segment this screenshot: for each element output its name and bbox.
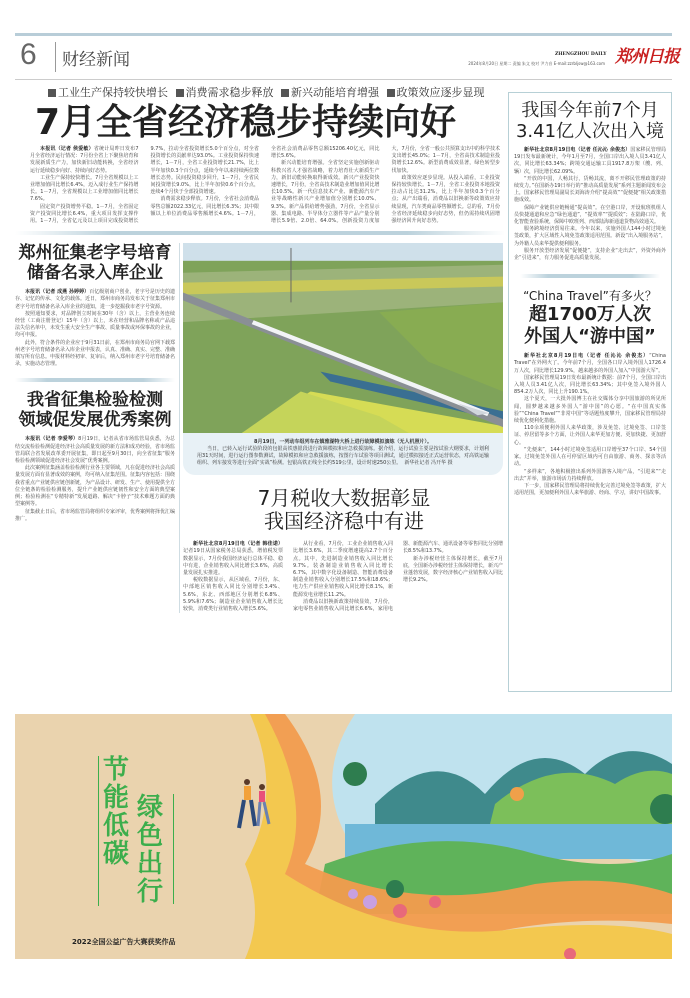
header-bottom-rule [15,79,672,80]
byline: 新华社北京8月19日电（记者 任沁沁 余俊杰） [524,353,650,360]
paragraph: 此外，符合条件的企业应于9月31日前，在郑州市商务局官网下载郑州老字号培育储备名录入库企业申报表，认真、准确、真实、完整、准确填写所有信息。申报材料经初审、复审后，纳入郑州市老字号培育储备名录，实施动态管理。 [15,339,176,368]
paragraph: 百亿级别商户创业，老字号是历史的遗存、记忆的传承、文化的载体。近日，郑州市商务局发布关于征集郑州市老字号培育储备名录入库企业的通知，进一步挖掘我市老字号资源。 [15,289,176,310]
paragraph: 国家移民管理局19日发布最新统计，今年1月至7月，全国口岸出入境人员3.41亿人次，同比增长63.34%；跨境交通运输工具1917.8万架（艘、列、辆）次，同比增长62.09%。 [514,147,666,175]
paragraph: 省统计局昨日发布7月全省经济运行情况：7月份全省上下聚焦培育和发展新质生产力，加快新旧动能转换，全省经济运行延续稳步向好、持续向好态势。 [30,146,139,174]
article-body [514,147,666,262]
right-sidebar [508,92,672,692]
inspection-article [15,390,175,522]
section-divider [520,274,660,278]
paragraph: 这个夏天，一大批外国博主在社交媒体分享中国旅游的所见所闻，圆梦越来越多外国人“游中国”的心愿。“在中国真实体验”“China Travel”“非常中国”等话题热度攀升，国家移民管理局持续优化便利化措施。 [514,396,666,425]
tax-article [183,487,505,613]
paragraph: 工业生产保持较快增长。7月全省规模以上工业增加值同比增长6.4%，迈入成行业生产保持增长。1－7月，全省规模以上工业增加值同比增长7.6%。 [30,174,139,203]
laozihao-article [15,243,175,368]
paragraph: 保障产业链供应链畅通“提高效”。在空港口岸，开设航班机组人员快捷通道和应急“绿色通道”，“提效率”“提质效”；在陆路口岸，优化智能查验系统，保障中欧班列、西部陆海新通道货物高效通关。 [514,204,666,226]
article-headline: 外国人“游中国” [524,326,656,348]
kicker-item: 政策效应逐步显现 [387,86,485,99]
lead-headline: 7月全省经济稳步持续向好 [35,102,457,143]
lower-row [15,243,505,613]
page-content [15,86,672,959]
paragraph: 8月19日，记者从省市场监管局获悉，为总结交流检验检测促进经济社会高质量发展的新方法和成功经验，省市场监管局联合省发展改革委开展征集，即日起至9月30日，向全省征集“服务检验检测领域促进经济社会发展”优秀案例。 [15,436,176,465]
section-divider [15,231,505,235]
article-body [15,289,175,368]
paragraph: 服务开放型经济发展“促便捷”，支持企业“走出去”，外资外商外企“引进来”，有力服务促进高质量发展。 [514,247,666,262]
paragraph: “先便来”，144小时过境免签适用口岸增至37个口岸、54个国家。过境免签外国人在可停留区域内可自由旅游、商务、探亲等活动。 [514,446,666,468]
paragraph: 服务跨境经济贸易往来。今年以来，实施外国人144小时过境免签政策，扩大区域性入境免签政策适用范围。新设“出入境服务站”，为外籍人员来华提供便利服务。 [514,226,666,247]
left-column [15,243,175,523]
china-travel-article [514,288,666,497]
photo-caption [183,433,503,475]
paragraph: 征集截止日后，省市场监管局将组织专家评审，优秀案例将择优汇编推广。 [15,508,176,522]
article-kicker: “China Travel”有多火？ [523,289,657,304]
paragraph: 新办涉税经营主体保持增长，截至7月底，全国新办涉税经营主体保持增长，新兴产业蓬勃发展，数字经济核心产业销售收入同比增长9.2%。 [403,555,504,584]
article-headline: 我省征集检验检测 [27,390,163,411]
paragraph: “开放的中国，人畅其行，货畅其流，离不开移民管理政策的持续发力。”在国新办19日举行的“推动高质量发展”系列主题新闻发布会上，国家移民管理局副局长刘海涛介绍“提高效”“促便捷”相关政策措施成效。 [514,175,666,204]
kicker-item: 新兴动能培育增强 [281,86,379,99]
article-body [15,436,175,522]
lead-article-body [30,146,500,225]
top-section [15,86,672,692]
paragraph: 按照通知要求，对品牌创立时间在30年（含）以上，主营业务连续经营（工商注册登记）15年（含）以上，未在经营和品牌名称或产品违法失信名单中，未发生重大安全生产事故、质量事故或环保事故的企业，均可申报。 [15,310,176,339]
ad-rule [173,794,174,904]
paragraph: 国家移民管理局19日发布最新统计数据：前7个月，全国口岸出入境人员3.41亿人次，同比增长63.34%；其中免签入境外国人854.2万人次，同比上升190.1%。 [514,374,666,396]
kicker-item: 消费需求稳步释放 [176,86,274,99]
paragraph: 政策效应逐步显现。从投入端看，工业投资保持较快增长。1－7月，全省工业投资本地投资拉动占比达31.2%，比上半年加快0.3个百分点；从产出端看，消费品以旧换新等政策效应持续显现，汽车类商品零售额增长。总的看，7月份全省经济延续稳步向好态势，但仍需持续巩固增强经济回升向好态势。 [391,174,500,225]
ad-slogan-1: 节能低碳 [103,755,130,869]
kicker-item: 工业生产保持较快增长 [48,86,168,99]
paragraph: 记者19日从国家税务总局获悉，增值税发票数据显示，7月份我国经济运行总体平稳、稳中有进，企业销售收入同比增长3.6%，高质量发展扎实推进。 [183,548,283,577]
article-headline: 超1700万人次 [528,304,652,326]
caption-title: 8月19日，一列动车组列车在镇雅湖特大桥上进行故障模拟演练（无人机照片）。 [254,439,432,446]
paragraph: 新兴动能培育增强。全省坚定实施创新驱动科教兴省人才强省战略，着力培育壮大新质生产力，新旧动能转换取得新成效。新兴产业投资快速增长，7月份，全省高技术制造业增加值同比增长10.5%。新一代信息技术产业、新能源汽车产业等战略性新兴产业增加值分别增长10.0%、9.3%。新产品供给增势强劲，7月份，全省显示器、集成电路、半导体分立器件等产品产量分别增长5.9倍、2.0倍、64.0%。创新投资力度加大，7月份，全省一般公共预算支出中的科学技术支出增长45.0%；1－7月，全省高技术制造业投资增长12.6%。新型消费成效显著，绿色转型步伐加快。 [271,146,500,225]
issue-meta: 2024年8月20日 星期二 责编 朱文 校对 尹力音 E-mail:zzrbljsw@163.com [468,61,605,66]
section-divider [15,378,175,382]
outbound-article [514,100,666,262]
square-bullet-icon [176,89,184,97]
section-title: 财经新闻 [62,50,130,70]
middle-column [179,243,505,613]
article-headline: 我国经济稳中有进 [264,509,424,534]
article-headline: 郑州征集老字号培育 [18,243,172,264]
byline: 本报讯（记者 侯爱敏） [40,146,94,152]
paragraph: 消费需求稳步释放。7月份，全省社会消费品零售总额2022.33亿元，同比增长6.3%；其中限额以上单位消费品零售额增长4.6%。1－7月，全省社会消费品零售总额15206.40亿元，同比增长5.6%。 [150,146,380,217]
public-service-ad [15,714,672,959]
square-bullet-icon [387,89,395,97]
article-body [183,541,503,613]
byline: 本报讯（记者 李爱琴） [25,436,79,443]
byline: 新华社北京8月19日电（记者 韩佳诺） [193,541,283,548]
paragraph: 110余项便利外国人来华政策，涉及免签、过境免签、口岸签证、停居留等多个方面，让外国人来华更加方便、更加快捷、更加舒心。 [514,425,666,446]
paragraph: 此次案例征集涵盖检验检测行业各主要领域，凡在促进经济社会高质量发展方面有显著成效的案例，均可纳入征集范围。征集内容包括：围绕我省重点产业链供应链创新链，为产品设计、研发、生产、使用提供全方位全链条的检验检测服务，提升产业链供应链韧性和安全方面的典型案例；检验检测在“专精特新”发展道路、解决“卡脖子”技术难题方面的典型案例等。 [15,465,176,508]
byline: 本报讯（记者 成燕 孙婷婷） [25,289,90,296]
paragraph: 税收数据显示，从区域看，7月份，东、中部地区销售收入同比分别增长3.4%、5.6%，东北、西部地区分别增长6.8%、5.9%和7.6%；制造业企业销售收入增长比较快，消费类行业销售收入增长5.6%。 [183,577,283,613]
article-headline: 我国今年前7个月 [521,100,659,121]
paragraph: 从行业看，7月份，工业企业销售收入同比增长3.6%，其二季度增速提高2.7个百分点。其中，先进制造业销售收入同比增长9.7%。装备制造业销售收入同比增长6.7%，其中数字化设备制造、智能消费设备制造业销售收入分别增长17.5%和18.6%；电力生产供应业销售收入同比增长8.1%，新能源发电业增长11.2%。 [293,541,393,598]
ad-slogan-2: 绿色出行 [137,793,164,907]
paragraph: 下一步，国家移民管理局将持续优化完善过境免签等政策，扩大适用范围，更加便利外国人来华旅游、经商、学习，讲好中国故事。 [514,482,666,497]
square-bullet-icon [281,89,289,97]
main-area [15,86,505,692]
header-rule [15,33,672,36]
square-bullet-icon [48,89,56,97]
header-divider [55,42,56,72]
paragraph: 消费品以旧换新政策持续显效，7月份，家电零售业销售收入同比增长6.6%，家用电器、新能源汽车、通讯设备等零售同比分别增长8.5%和13.7%。 [293,541,504,613]
paragraph: “多样来”，各地积极推出系列外国游客入境产品，“引进来”“走出去”并举，旅游市场活力持续释放。 [514,468,666,482]
page-number: 6 [20,38,37,71]
article-body [514,353,666,497]
ad-footer: 2022全国公益广告大赛获奖作品 [72,938,176,946]
train-photo [183,243,503,433]
ad-rule [98,756,99,906]
caption-body: 当日，已转入运行试验阶段的包银高铁惠银段进行故障模拟和应急救援演练。据介绍，运行试验主要是按试验大纲要求，计划利用31天时间，进行运行图参数测试，故障模拟和应急救援演练，按图行车试验等项目测试，通过模拟接近正式运营状态，对高铁运输组织、列车接发等进行全面“实战”检测。包银高铁正线全长约519公里，设计时速250公里。 [197,446,489,467]
photo-credit: 新华社记者 冯开华 摄 [404,460,453,467]
article-headline: 3.41亿人次出入境 [515,121,665,142]
article-headline: 领域促发展优秀案例 [18,410,172,431]
paragraph: “China Travel”在外网火了。今年前7个月，全国各口岸入境外国人1726.4万人次，同比增长129.9%，越来越多的外国人加入“中国游大军”。 [514,353,666,374]
paper-logo: 郑州日报 [615,47,679,67]
paragraph: 固定资产投资增势平稳。1－7月，全省固定资产投资同比增长6.4%，重大项目发挥支撑作用。1－7月，全省亿元及以上项目完成投资增长9.7%，拉动全省投资增长5.0个百分点，对全省投资增长的贡献率达93.0%。工业投资保持快速增长，1－7月，全省工业投资增长21.7%，比上半年加快0.3个百分点，延续今年以来持续两位数增长态势。民间投资稳步回升，1－7月，全省民间投资增长9.0%，比上半年加快0.6个百分点，连续4个月快于全部投资增速。 [30,146,259,225]
lead-kickers [15,86,505,100]
article-headline: 储备名录入库企业 [27,263,163,284]
article-headline: 7月税收大数据彰显 [257,486,431,511]
paper-name-en: ZHENGZHOU DAILY [555,52,607,57]
byline: 新华社北京8月19日电（记者 任沁沁 余俊杰） [524,147,631,153]
